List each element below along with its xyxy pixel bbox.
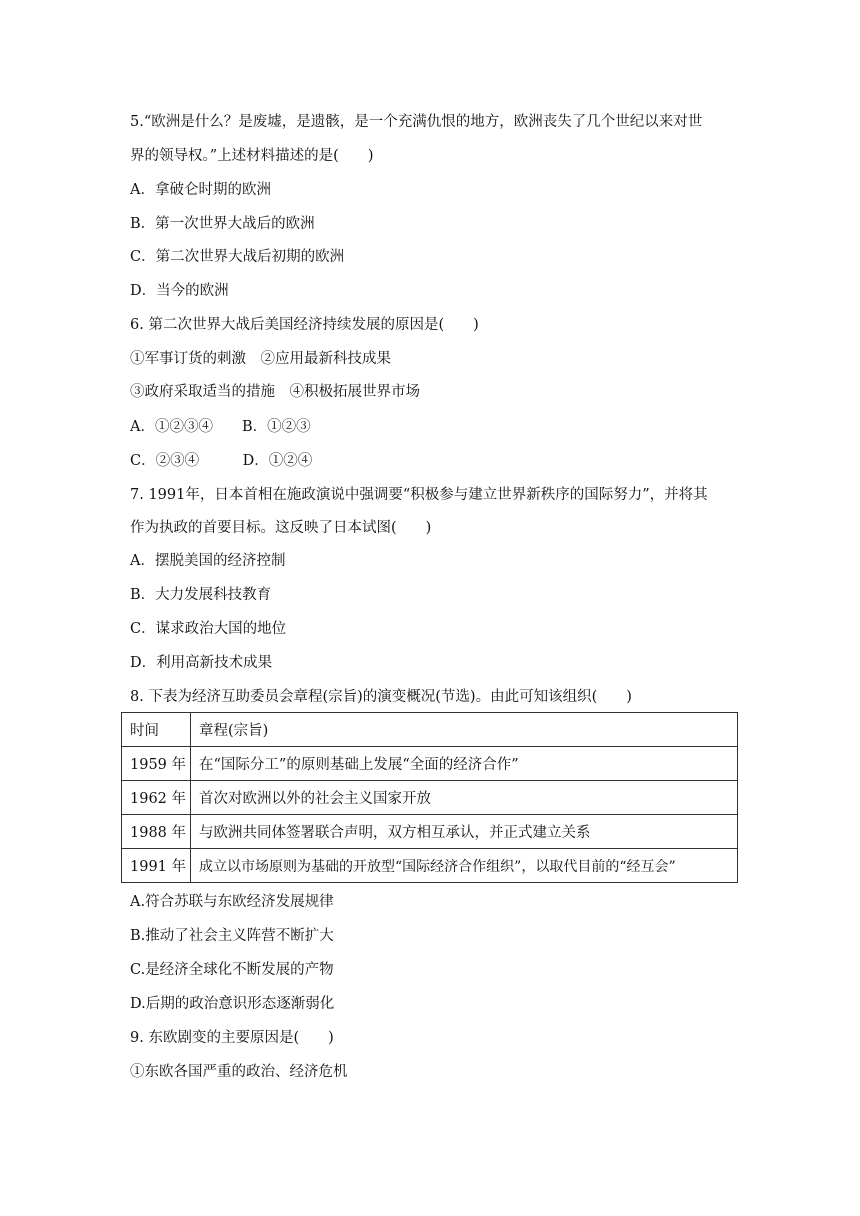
- q5-option-b: B．第一次世界大战后的欧洲: [130, 216, 315, 232]
- q8-option-a: A.符合苏联与东欧经济发展规律: [130, 894, 334, 910]
- cell-charter: 首次对欧洲以外的社会主义国家开放: [191, 781, 738, 815]
- q6-stem: 6. 第二次世界大战后美国经济持续发展的原因是( ): [130, 317, 479, 333]
- q5-option-d: D．当今的欧洲: [130, 283, 229, 299]
- q5-stem-line2: 界的领导权。”上述材料描述的是( ): [130, 148, 374, 164]
- cell-charter: 成立以市场原则为基础的开放型“国际经济合作组织”，以取代目前的“经互会”: [191, 849, 738, 883]
- q7-option-a: A．摆脱美国的经济控制: [130, 553, 286, 569]
- table-row: [122, 747, 738, 781]
- q8-option-b: B.推动了社会主义阵营不断扩大: [130, 928, 334, 944]
- q7-stem-line1: 7. 1991年，日本首相在施政演说中强调要“积极参与建立世界新秩序的国际努力”，并将其: [130, 487, 708, 503]
- header-cell-charter: 章程(宗旨): [191, 713, 738, 747]
- q8-option-c: C.是经济全球化不断发展的产物: [130, 962, 334, 978]
- cell-charter: 与欧洲共同体签署联合声明，双方相互承认，并正式建立关系: [191, 815, 738, 849]
- q9-stem: 9. 东欧剧变的主要原因是( ): [130, 1030, 334, 1046]
- cell-year: 1959 年: [122, 747, 191, 781]
- table-row: [122, 815, 738, 849]
- header-cell-time: 时间: [122, 713, 191, 747]
- q7-option-c: C．谋求政治大国的地位: [130, 621, 287, 637]
- q6-options-line1: A．①②③④ B．①②③: [130, 419, 311, 435]
- q7-stem-line2: 作为执政的首要目标。这反映了日本试图( ): [130, 520, 432, 536]
- q6-options-line2: C．②③④ D．①②④: [130, 453, 313, 469]
- cell-year: 1962 年: [122, 781, 191, 815]
- table-header-row: [122, 713, 738, 747]
- cell-year: 1991 年: [122, 849, 191, 883]
- q8-option-d: D.后期的政治意识形态逐渐弱化: [130, 996, 335, 1012]
- council-charter-table: [121, 712, 738, 883]
- q7-option-b: B．大力发展科技教育: [130, 587, 272, 603]
- q5-stem-line1: 5.“欧洲是什么？是废墟，是遗骸，是一个充满仇恨的地方，欧洲丧失了几个世纪以来对世: [130, 114, 703, 130]
- q9-items-line1: ①东欧各国严重的政治、经济危机: [130, 1064, 348, 1080]
- table-row: [122, 781, 738, 815]
- q8-stem: 8. 下表为经济互助委员会章程(宗旨)的演变概况(节选)。由此可知该组织( ): [130, 689, 632, 705]
- cell-charter: 在“国际分工”的原则基础上发展“全面的经济合作”: [191, 747, 738, 781]
- cell-year: 1988 年: [122, 815, 191, 849]
- table-row: [122, 849, 738, 883]
- q7-option-d: D．利用高新技术成果: [130, 655, 273, 671]
- q5-option-a: A．拿破仑时期的欧洲: [130, 182, 271, 198]
- q6-items-line2: ③政府采取适当的措施 ④积极拓展世界市场: [130, 384, 420, 400]
- q5-option-c: C．第二次世界大战后初期的欧洲: [130, 249, 345, 265]
- q6-items-line1: ①军事订货的刺激 ②应用最新科技成果: [130, 351, 391, 367]
